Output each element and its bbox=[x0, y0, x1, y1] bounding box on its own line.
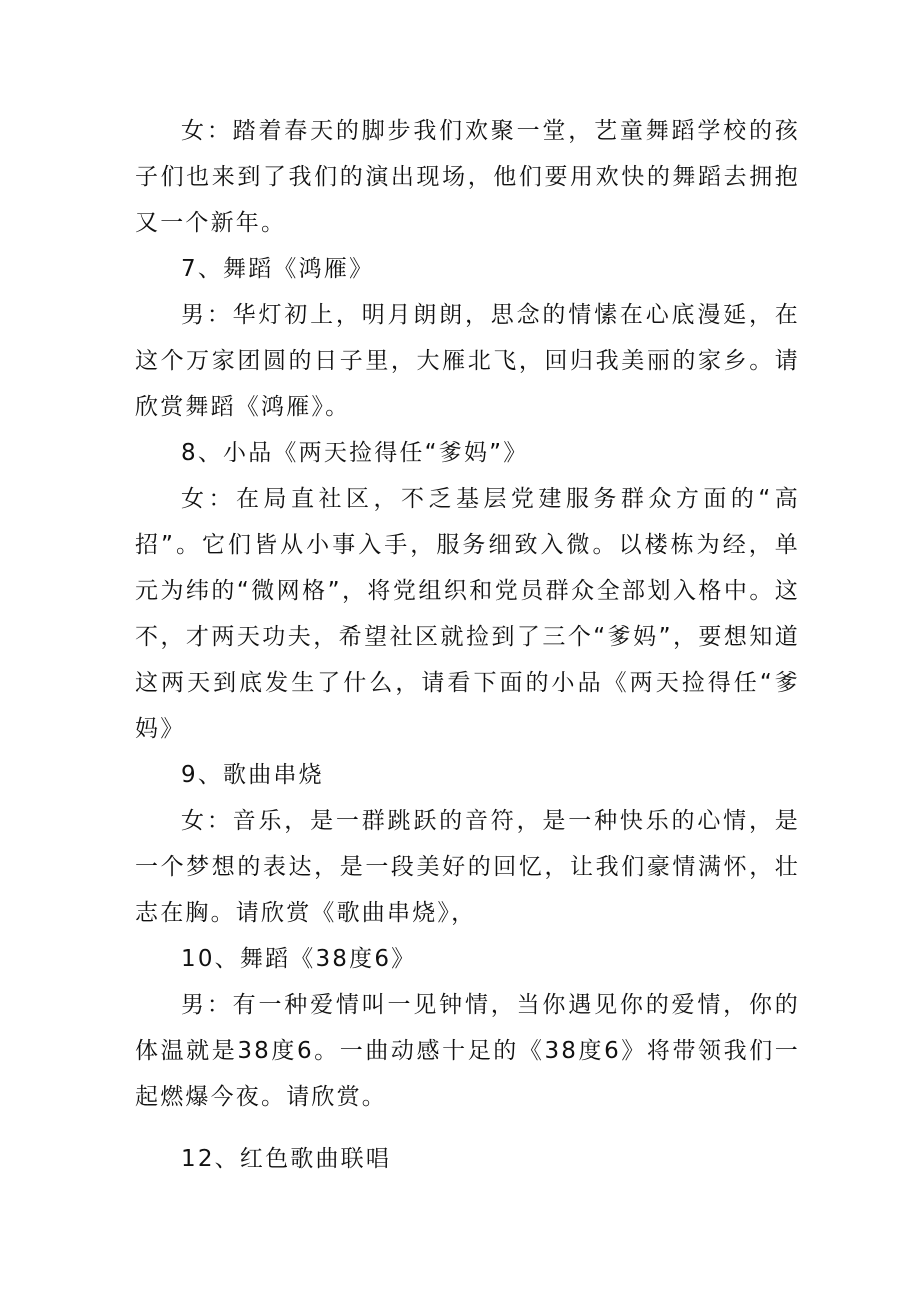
paragraph-intro-dance-school: 女：踏着春天的脚步我们欢聚一堂，艺童舞蹈学校的孩子们也来到了我们的演出现场，他们要用欢快的舞蹈去拥抱又一个新年。 bbox=[135, 118, 800, 236]
paragraph-item-7-intro: 男：华灯初上，明月朗朗，思念的情愫在心底漫延，在这个万家团圆的日子里，大雁北飞，回归我美丽的家乡。请欣赏舞蹈《鸿雁》。 bbox=[135, 302, 800, 420]
program-item-8-heading: 8、小品《两天捡得任“爹妈”》 bbox=[181, 440, 529, 466]
paragraph-item-9-intro: 女：音乐，是一群跳跃的音符，是一种快乐的心情，是一个梦想的表达，是一段美好的回忆，让我们豪情满怀，壮志在胸。请欣赏《歌曲串烧》， bbox=[135, 808, 800, 926]
paragraph-item-8-intro: 女：在局直社区，不乏基层党建服务群众方面的“高招”。它们皆从小事入手，服务细致入微。以楼栋为经，单元为纬的“微网格”，将党组织和党员群众全部划入格中。这不，才两天功夫，希望社区就捡到了三个“爹妈”，要想知道这两天到底发生了什么，请看下面的小品《两天捡得任“爹妈》 bbox=[135, 486, 800, 742]
spacer bbox=[135, 1120, 800, 1136]
program-item-12-heading: 12、红色歌曲联唱 bbox=[181, 1146, 392, 1172]
program-item-10-heading: 10、舞蹈《38度6》 bbox=[181, 946, 417, 972]
document-body bbox=[135, 108, 800, 1182]
paragraph-item-10-intro: 男：有一种爱情叫一见钟情，当你遇见你的爱情，你的体温就是38度6。一曲动感十足的《38度6》将带领我们一起燃爆今夜。请欣赏。 bbox=[135, 992, 800, 1110]
program-item-9-heading: 9、歌曲串烧 bbox=[181, 762, 324, 788]
program-item-7-heading: 7、舞蹈《鸿雁》 bbox=[181, 256, 375, 282]
